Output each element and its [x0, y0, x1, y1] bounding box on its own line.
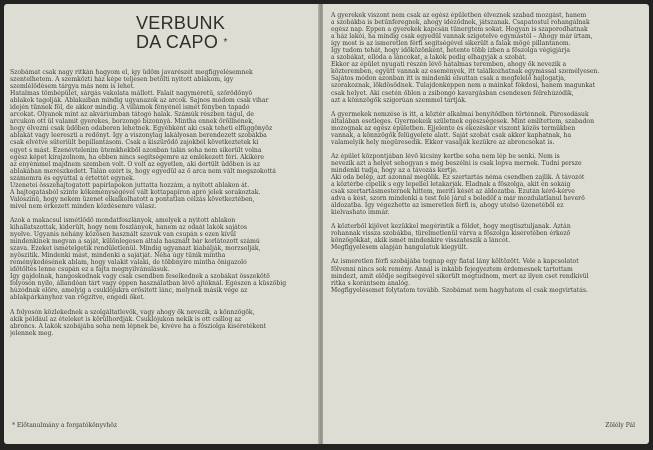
- text-line: mindezt, amit elődje segítségével sikerült megtudnom, mert az ilyen cset rendkívül: [331, 272, 589, 280]
- text-line: ablakában merészkedett. Talán ezért is, hogy egyedül az ő arca nem vált megszokottá: [10, 167, 276, 175]
- text-line: szemlélődésem tárgya más nem is lehet.: [10, 83, 135, 91]
- text-line: A folyosón közlekednek a szolgáltatlevők, vagy ahogy ők nevezik, a könnzögők,: [10, 308, 255, 316]
- text-line: szava. Ezeket ismételgetik rendületlenül. Mindig ugyanazt kiabálják, morzsolják,: [10, 245, 261, 253]
- author-signature: Zölóly Pál: [605, 422, 635, 429]
- text-line: a ház lakói, ha mindig csak egyedül vannak szigetelve egymástól – Ahogy már írtam,: [331, 33, 593, 41]
- text-line: csak helyet. Aki csetén őblen a zsibongó kavargásban csendesen félrehúzódik,: [331, 89, 574, 97]
- text-line: Valószínű, hogy nekem üzenet elkalkolhatott a pontatlan célzás következtében,: [10, 195, 255, 203]
- text-line: a szobákba is betűnferegnek, ahogy idéződnek, játszanak. Csapatostul rohangálnak: [331, 19, 590, 27]
- text-line: A közterből kijövet kezükkel megérintik a földet, hogy megtisztuljanak. Aztán: [331, 223, 571, 231]
- text-line: nyöszítik. Mindenki mást, mindenki a sajátját. Néha úgy tűnik mintha: [10, 252, 226, 260]
- text-line: szentelhetem. A szemközti ház képe teljesen betölti nyitott ablakom, így: [10, 76, 234, 84]
- text-line: kielvashato immár.: [331, 209, 390, 217]
- text-line: akik például az ételeket is körülhordják. Csuklójukon nekik is ott csillog az: [10, 315, 242, 323]
- paragraph-gap: [10, 302, 315, 309]
- text-line: A gyerekek viszont nem csak az egész épületben élveznek szabad mozgást, hanem: [331, 12, 587, 19]
- text-line: Szobámat csak nagy ritkán hagyom el, így üdőm javarészét megfigyelésemnek: [10, 69, 253, 76]
- text-line: húzódnak előre, amelyig a csuklójukra erősített lánc, melynek másik vége az: [10, 287, 248, 295]
- text-line: Üzenetei összehajtogatott papírlapokon juttatta hozzám, a nyitott ablakon át.: [10, 181, 250, 189]
- text-line: Így gajdolnak, hangoskodnak vagy csak csendben feselkednek a szobákat összekötő: [10, 273, 270, 281]
- text-line: közteremben, együtt vannak az események, itt találkozhatnak egymással személyesen.: [331, 68, 600, 76]
- text-line: vannak, a könnzögők felügyelete alatt. Saját szobát csak akkor kaphatnak, ha: [331, 131, 572, 139]
- text-line: ritka s korántsem analóg.: [331, 279, 411, 287]
- title-footnote-mark: *: [223, 37, 228, 48]
- footnote: * Előtanulmány a forgatókönyvhöz: [12, 422, 118, 429]
- left-text-column: [10, 69, 315, 337]
- left-page: [4, 4, 319, 444]
- text-line: Az ismeretlen férfi szobájába tegnap egy fiatal lány költözött. Vele a kapcsolatot: [331, 258, 579, 266]
- text-line: Azok a makacsul ismétlődő mondatfoszlányok, amelyek a nyitott ablakon: [10, 216, 236, 224]
- text-line: mindenkinek megvan a saját, különlegesen általa használt bár korlátozott számú: [10, 238, 260, 246]
- text-line: Az épület központjában lévő kicsiny kertbe soha nem lép be senki. Nem is: [331, 152, 560, 160]
- paragraph-gap: [331, 104, 641, 111]
- paragraph-gap: [331, 146, 641, 153]
- text-line: a szobákat, ellóda a láncokat, a lakók pedig elhagyják a szobát.: [331, 54, 527, 62]
- text-line: A gyermekek nemzése is itt, a köztér alkalmai benyítődben történnek. Párosodásuk: [331, 110, 589, 118]
- text-line: folyosón nyílo, állandóan tárt vagy éppen használatban lévő ajtóknál. Egészen a küszöbig: [10, 280, 287, 288]
- text-line: ablakok tagolják. Ablakaiban mindig ugyanazok az arcok. Sajnos módom csak vihar: [10, 97, 269, 105]
- text-line: reménykedésének ablam, hogy valakit valaki, de többnyire mintha önigazoló: [10, 259, 247, 267]
- text-line: mozognak az egész épületben. Ejjelente és ékezéskor viszont közös termükben: [331, 124, 576, 132]
- text-line: ablakpárkányhoz van rögzítve, engedi őket.: [10, 294, 145, 302]
- text-line: idején tűnnek föl, de akkor mindig. A villámok fényénél ismét fényben tapadó: [10, 104, 250, 112]
- text-line: valamelyik hely megüresedik. Ekkor vasalják kezükre az abroncsokat is.: [331, 138, 555, 146]
- text-line: hogy élvezni csak üdőben odaberen lehetnek. Egyébként aki csak teheti elfüggönyöz: [10, 125, 273, 133]
- text-line: számomra és egyúttal a értettét egynek.: [10, 174, 135, 182]
- paragraph-gap: [10, 210, 315, 217]
- text-line: mindenki tudja, hogy az a távozás kertje.: [331, 166, 458, 174]
- text-line: Megfigyelésem alapján hangulatuk kiegyült.: [331, 244, 469, 252]
- text-line: csak szertartásmesternek hittem, merítí kését az áldozatba. Ezután kérő-kérve: [331, 188, 575, 196]
- text-line: rohannak vissza szobákba, türelmetlenül várva a főszolga kiséretében érkező: [331, 230, 571, 238]
- text-line: nyelve. Ugyanis néhány közösen használt szavuk van csupán s ezen kívül: [10, 231, 236, 239]
- article-title: [136, 14, 228, 52]
- text-line: nevezik azt a helyet sehogyan s még beszélni is csak lopva mernek. Tudni persze: [331, 159, 582, 167]
- text-line: csak elvétve süteriült bepillantásom. Csak a kiszűrődő zajokból következtetek ki: [10, 139, 259, 147]
- text-line: ablakát vagy leereszti a redőnyt. Így a viszonylag lakályosan berendezett szobákba: [10, 132, 267, 140]
- text-line: jelennek meg.: [10, 329, 54, 337]
- text-line: könzögőkkat, akik ismét mindenkire visszateszik a láncot.: [331, 237, 511, 245]
- text-line: Így tudom tehát, hogy időközönként, hetente több ízben a főszolga végigjárja: [331, 47, 570, 55]
- text-line: így most is az ismeretlen férfi segítségével sikerült a falak mögé pillantanom.: [331, 40, 571, 48]
- text-line: általában esetleges. Gyermekeik születnek egészségesek. Mint említettem, szabadon: [331, 117, 594, 125]
- text-line: abroncs. A lakók szobájába soha nem lépnek be, kivéve ha a fősziolga kiséretékent: [10, 322, 267, 330]
- text-line: Megfigyelésemet folytatom tovább. Szobámat nem hagyhatom el csak megvirtatás.: [331, 286, 588, 294]
- text-line: kihallatszottak, kiderült, hogy nem foszlányok, hanem az odaát lakók sajátos: [10, 223, 248, 231]
- text-line: Aki oda belép, azt azonnal megölik. Ez szertartás néma csendben zajlik. A távozót: [331, 173, 585, 181]
- text-line: egyet s mást. Ezenévtelenim ütemkhekből azonban talán soha nem sikerült volna: [10, 146, 262, 154]
- text-line: a köztérbe cipelik s egy lepellel letakarják. Eladnak a főszolga, akit én sokáig: [331, 181, 571, 189]
- text-line: egész nap. Éppen a gyerekek kapcsán tűnergtem sokat. Hogyan is szaporodhatnak: [331, 26, 588, 34]
- right-text-column: [331, 12, 641, 294]
- text-line: áldozatba. Így végezhette az ismeretlen férfi is, ahogy utolsó üzenetéből ez: [331, 202, 564, 210]
- paragraph-gap: [331, 216, 641, 223]
- text-line: egész képet kirajzolnom, ha ebben nincs segítségemre az emlékezett féri. Akikére: [10, 153, 265, 161]
- text-line: fölvenni nincs sok remény. Annál is inkább fejegyeztem érdemesnek tartottam: [331, 265, 573, 273]
- text-line: mivel nem érkezett minden közdésemre válasz.: [10, 202, 157, 210]
- text-line: Ekkor az épület nyugati részén lévő hatalmas teremben, ahogy ők nevezik a: [331, 61, 567, 69]
- text-line: időtöltés lenne csupán ez a fajta megnyilvánulásuk.: [10, 266, 170, 274]
- paragraph-gap: [331, 251, 641, 258]
- title-line-1: VERBUNK: [136, 13, 226, 33]
- text-line: adva a kést, szorn mindenki a test felé járul s beledöf a már mozdulatlanul heverő: [331, 195, 585, 203]
- text-line: Sajátos módon azonban itt is mindenki elsuttan csak a megfelelő hajlogatja,: [331, 75, 566, 83]
- right-page: [323, 4, 649, 444]
- text-line: szorakoznak, lökdösődnek. Tulajdonképpen nem a máinkat fókdosi, hanem magunkat: [331, 82, 596, 90]
- title-line-2: DA CAPO: [136, 32, 219, 52]
- text-line: arcukon ott ül valamit gyerekes, borzongó bizonnyá. Mintha ennek öröllnének,: [10, 118, 254, 126]
- text-line: arcokat. Olyanok mint az akváriumban tátogó halak. Számúk részben tágul, de: [10, 111, 254, 119]
- text-line: az enyémmel majdnem szemben volt. Ő volt az egyetlen, aki dertült üdőben is az: [10, 160, 260, 168]
- text-line: azt a könnzögők szigorúan szemmel tartják.: [331, 96, 467, 104]
- text-line: A hajtogatásból szinte kökeménységével vált kottapapíron apró jelek sorakoztak.: [10, 188, 261, 196]
- text-line: Hatalmas tömbépület, sárgás vakolata mállott. Falait nagyméretű, szőrödőnyö: [10, 90, 253, 98]
